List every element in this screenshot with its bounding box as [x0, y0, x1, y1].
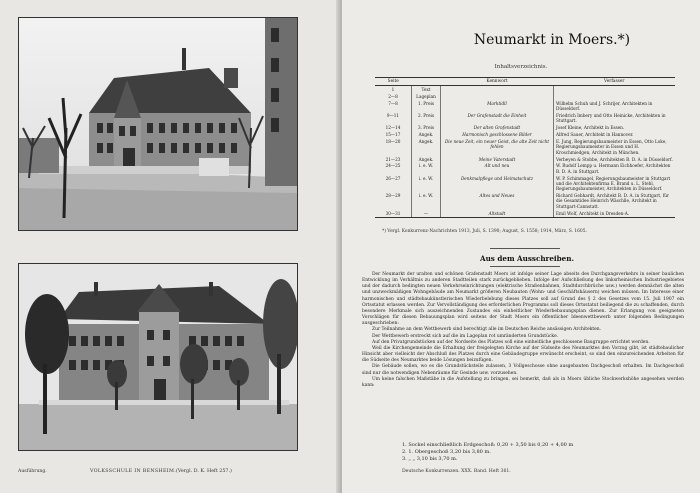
- paragraph: Der Neumarkt der uralten und schönen Grafenstadt Moers ist infolge seiner Lage abseits des Durchgangsverkehrs in seiner baulichen Entwicklung im Verhältnis zu anderen Stadtteilen stark zurückgeblieben. Infolge der Aufschließung des linksrheinischen Industriegebietes und der dadurch bedingten neuen Verkehrseinrichtungen (elektrische Straßenbahnen, Stadtdurchbrüche usw.) werden demnächst die alten und unzweckmäßigen Wohngebäude am Neumarkt größeren Neubauten (Wohn- und Geschäftshäusern) weichen müssen. Im Interesse einer harmonischen und städtebaukünstlerischen Wiederbelebung dieses Platzes soll auf Grund des § 2 des Gesetzes vom 15. Juli 1907 ein Ortsstatut erlassen werden. Zur Vervollständigung des erforderlichen Programms soll dieses Ortsstatut beiliegend die zu schaffenden, durch besondere Merkmale sich auszeichnenden Zustandes ein einheitlicher Wiederbebauungsplan dienen. Zur Erlangung von geeigneten Vorschlägen für diesen Bebauungsplan wird seitens der Stadt Moers ein öffentlicher Ideenwettbewerb unter folgenden Bedingungen ausgeschrieben:: [362, 272, 684, 327]
- table-row: [375, 86, 675, 93]
- cell-preis: 3. Preis: [412, 125, 441, 132]
- table-row: [375, 93, 675, 100]
- list-item: 2. 1. Obergeschoß 3,20 bis 3,80 m.: [402, 449, 491, 456]
- caption-execution: Ausführung.: [18, 469, 47, 474]
- paragraph: Der Wettbewerb erstreckt sich auf die im Lageplan rot umränderten Grundstücke.: [372, 333, 559, 339]
- cell-seite: 28—29: [375, 192, 412, 209]
- paragraph: Weil die Kirchengemeinde die Erhaltung der freigelegten Kirche auf der Südseite des Neumarktes den Vorzug gibt, ist städtebaulicher Hinsicht aber vielleicht der Abschluß des Platzes durch eine Gebäudegruppe erwünscht erscheint, so sind den einzureichenden Arbeiten für die Südseite des Neumarktes beide Lösungen beizufügen.: [362, 345, 684, 364]
- cell-verfasser: [554, 86, 676, 93]
- cell-preis: Text: [412, 86, 441, 93]
- cell-seite: 1: [375, 86, 412, 93]
- cell-kennwort: Denkmalpflege und Heimatschutz: [441, 175, 554, 192]
- cell-kennwort: [441, 86, 554, 93]
- cell-kennwort: [441, 93, 554, 100]
- table-header-row: [375, 78, 675, 86]
- paragraph: Zur Teilnahme an dem Wettbewerb sind berechtigt alle im Deutschen Reiche ansässigen Architekten.: [372, 327, 602, 333]
- table-row: [375, 100, 675, 112]
- cell-seite: 2—8: [375, 93, 412, 100]
- header-seite: Seite: [375, 78, 412, 86]
- table-of-contents-heading: Inhaltsverzeichnis.: [494, 64, 548, 70]
- storey-height-list: [402, 442, 573, 464]
- cell-preis: i. e. W.: [412, 192, 441, 209]
- left-page: [0, 0, 340, 493]
- cell-verfasser: Verbeyen & Stobbe, Architekten B. D. A. in Düsseldorf.: [556, 156, 673, 162]
- cell-kennwort: Der alten Grafenstadt: [441, 125, 554, 132]
- cell-verfasser: W. P. Schimmagel, Regierungsbaumeister in Stuttgart und die Architektenfirma E. Brand u. L. Stehl, Regierungsbaumeister, Architekten in Düsseldorf.: [556, 175, 671, 192]
- photo-caption: VOLKSSCHULE IN BENSHEIM.: [90, 469, 177, 474]
- paragraph: Die Gebäude sollen, wo es die Grundstücksteile zulassen, 3 Vollgeschosse ohne ausgebauten Dachgeschoß erhalten. Im Dachgeschoß sind nur die notwendigen Nebenräume für Gesinde usw. vorzusehen.: [362, 364, 684, 376]
- header-kennwort: Kennwort: [441, 78, 554, 86]
- cell-kennwort: Altstadt: [441, 210, 554, 217]
- table-row: [375, 192, 675, 209]
- cell-kennwort: Alt und neu: [441, 163, 554, 175]
- cell-verfasser: E. Jung, Regierungsbaumeister in Essen, Otto Loke, Regierungsbaumeister in Essen und H. Kroschmiedgen, Architekt in München.: [556, 139, 667, 155]
- cell-seite: 24—25: [375, 163, 412, 175]
- table-row: [375, 112, 675, 124]
- cell-kennwort: Meine Vaterstadt: [441, 156, 554, 163]
- footnote: *) Vergl. Konkurrenz-Nachrichten 1913, Juli, S. 1390; August, S. 1558; 1914, März, S. 1605.: [382, 229, 587, 234]
- right-page: [342, 0, 700, 493]
- cell-preis: Angek.: [412, 156, 441, 163]
- cell-preis: Angek.: [412, 131, 441, 138]
- cell-preis: Lageplan: [412, 93, 441, 100]
- cell-verfasser: W. Rudolf Lempp u. Hermann Eichhoefer, Architekten B. D. A. in Stuttgart.: [556, 163, 671, 174]
- cell-verfasser: Josef Kleine, Architekt in Essen.: [556, 125, 625, 131]
- table-row: [375, 125, 675, 132]
- table-row: [375, 175, 675, 192]
- table-row: [375, 138, 675, 155]
- list-item: 1. Sockel einschließlich Erdgeschoß: 0,20 + 3,50 bis 0,20 + 4,00 m: [402, 442, 574, 448]
- cell-kennwort: Die neue Zeit, ein neuer Geist, die alte Zeit nicht fehlen: [441, 138, 554, 155]
- cell-kennwort: Altes und Neues: [441, 192, 554, 209]
- cell-seite: 7—8: [375, 100, 412, 112]
- building-photo-bottom: [18, 263, 298, 451]
- cell-seite: 15—17: [375, 131, 412, 138]
- cell-preis: Angek.: [412, 138, 441, 155]
- table-row: [375, 210, 675, 217]
- cell-verfasser: Richard Gebhardt, Architekt B. D. A. in Stuttgart, für die Gesamtidee Heinrich Wäschlle, Architekt in Stuttgart-Cannstatt.: [556, 193, 669, 209]
- cell-preis: 1. Preis: [412, 100, 441, 112]
- table-row: [375, 156, 675, 163]
- cell-kennwort: Harmonisch geschlossene Bilder: [441, 131, 554, 138]
- contents-table: [375, 77, 675, 218]
- photo-caption-reference: (Vergl. D. K. Heft 257.): [176, 469, 232, 474]
- cell-verfasser: Emil Wolf, Architekt in Dresden-A.: [554, 210, 676, 217]
- building-photo-top: [18, 17, 298, 231]
- cell-preis: i. e. W.: [412, 175, 441, 192]
- cell-seite: 9—11: [375, 112, 412, 124]
- table-row: [375, 163, 675, 175]
- cell-kennwort: Der Grafenstadt die Einheit: [441, 112, 554, 124]
- cell-seite: 21—23: [375, 156, 412, 163]
- header-verfasser: Verfasser: [554, 78, 676, 86]
- divider: [490, 248, 560, 249]
- body-text: [362, 272, 684, 389]
- cell-preis: 2. Preis: [412, 112, 441, 124]
- cell-kennwort: Marktidll: [441, 100, 554, 112]
- divider: [490, 266, 560, 267]
- cell-verfasser: [554, 93, 676, 100]
- cell-seite: 26—27: [375, 175, 412, 192]
- header-preis: [412, 78, 441, 86]
- list-item: 3. „ „ 3,10 bis 3,70 m.: [402, 456, 458, 463]
- page-footer: Deutsche Konkurrenzen. XXX. Band. Heft 361.: [402, 469, 511, 474]
- cell-seite: 12—14: [375, 125, 412, 132]
- paragraph: Um keine falschen Maßstäbe in die Aufstellung zu bringen, sei bemerkt, daß als in Moers übliche Stockwerkshöhe angesehen werden kann:: [362, 376, 684, 388]
- paragraph: Auf den Privatgrundstücken auf der Nordseite des Platzes soll eine einheitliche geschlossene Baugruppe errichtet werden.: [372, 339, 650, 345]
- cell-preis: i. e. W.: [412, 163, 441, 175]
- section-heading: Aus dem Ausschreiben.: [480, 254, 574, 263]
- table-row: [375, 131, 675, 138]
- cell-verfasser: Alfred Sauer, Architekt in Hannover.: [556, 132, 634, 138]
- cell-verfasser: Friedrich Imbery und Otto Heinicke, Architekten in Stuttgart.: [556, 113, 666, 124]
- cell-verfasser: Wilhelm Schuh und J. Schrijer, Architekten in Düsseldorf.: [556, 100, 653, 112]
- page-title: Neumarkt in Moers.*): [473, 32, 631, 48]
- cell-seite: 18—20: [375, 138, 412, 155]
- cell-seite: 30—31: [375, 210, 412, 217]
- cell-preis: —: [412, 210, 441, 217]
